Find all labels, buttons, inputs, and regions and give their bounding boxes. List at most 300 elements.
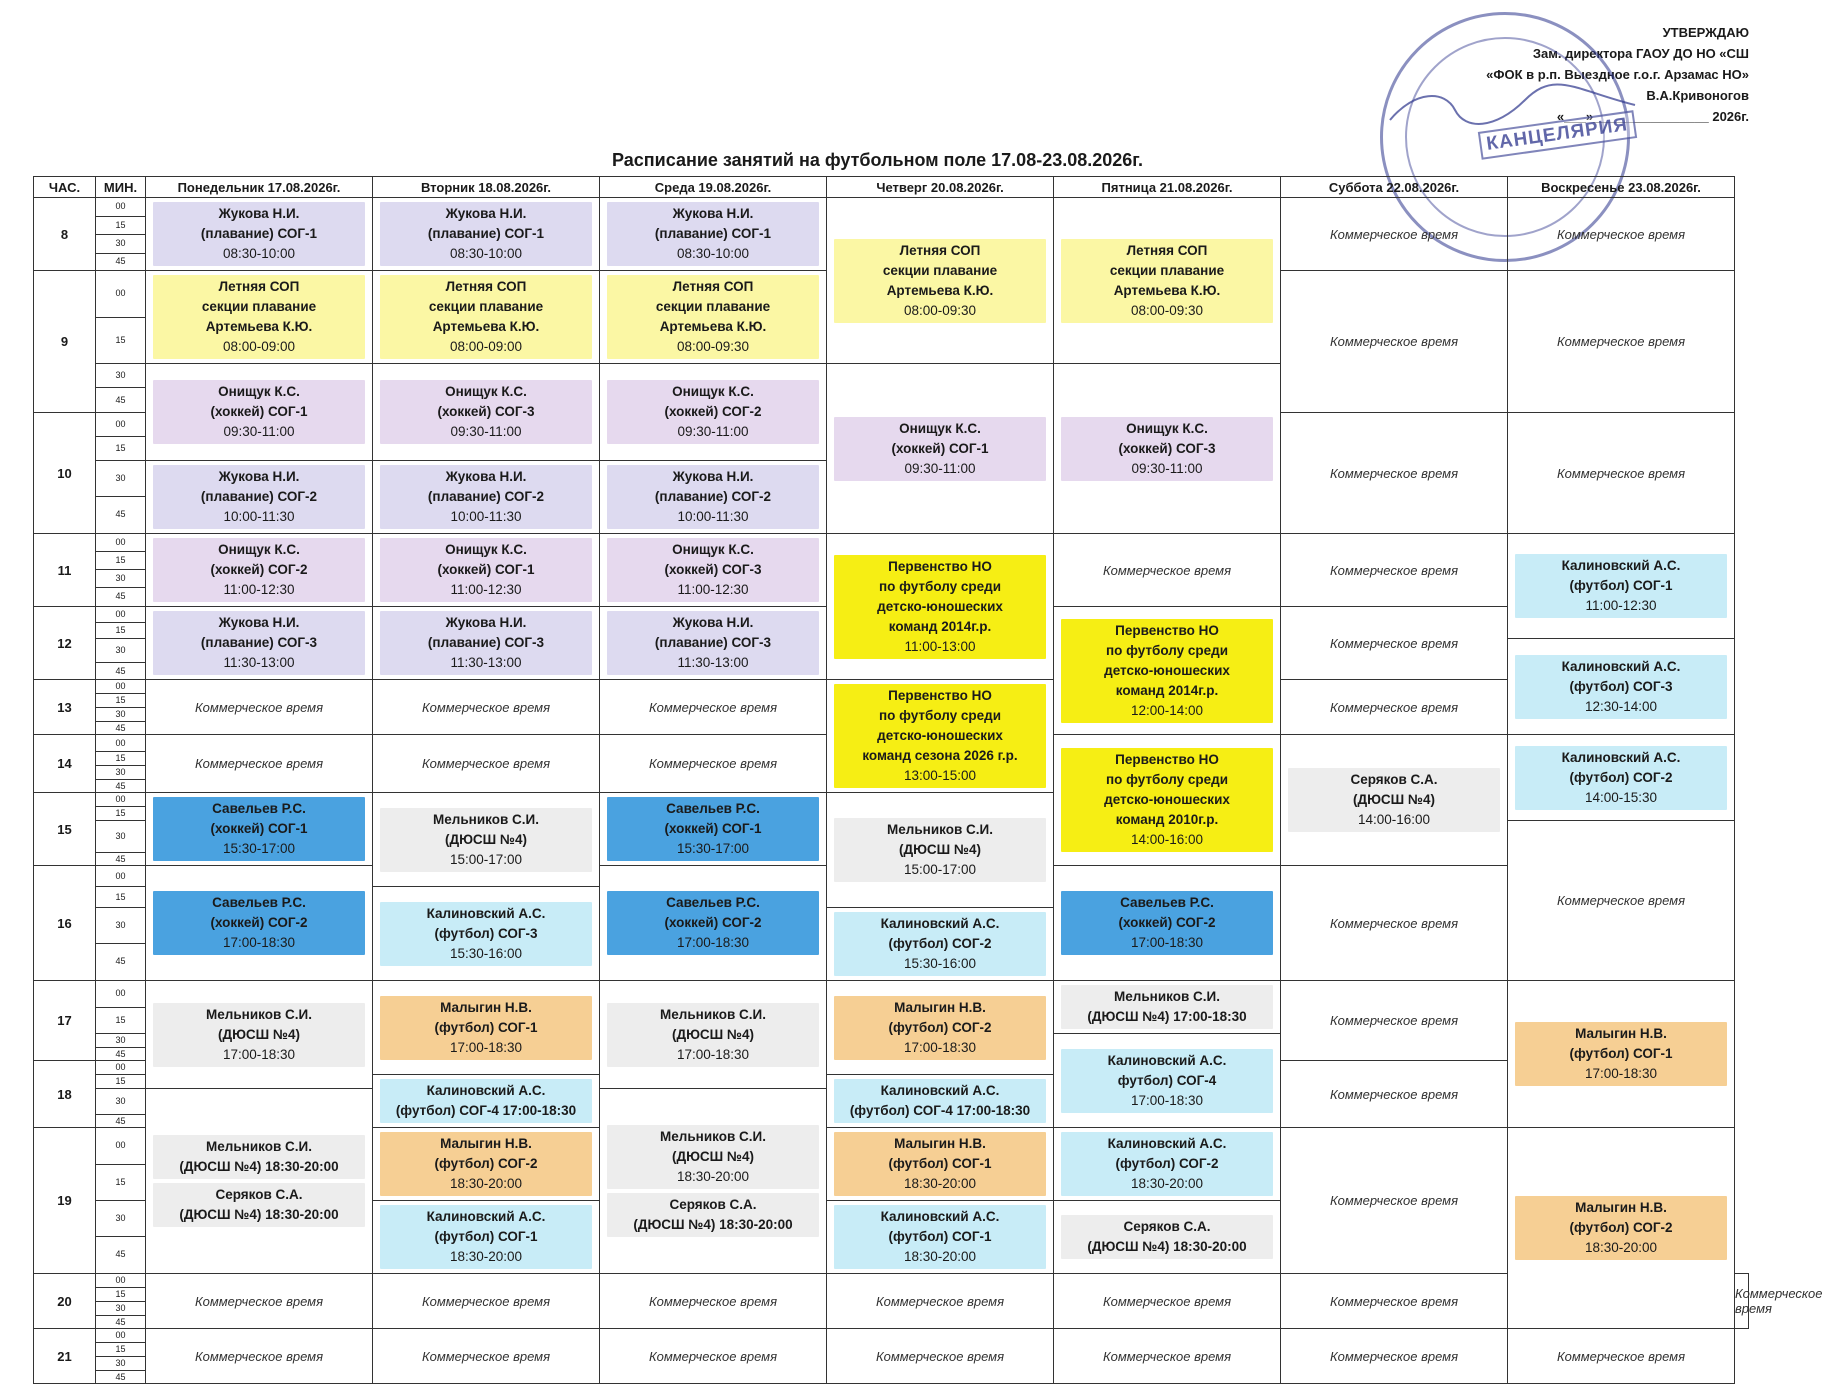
minute-cell: 15	[96, 1007, 146, 1034]
event-line: (футбол) СОГ-2	[1115, 1156, 1219, 1171]
event-time: 15:00-17:00	[903, 862, 977, 877]
commercial-slot: Коммерческое время	[600, 1329, 827, 1384]
event-line: Мельников С.И.	[206, 1006, 312, 1022]
event-block	[1515, 655, 1727, 719]
minute-cell: 00	[96, 413, 146, 437]
minute-cell: 30	[96, 821, 146, 853]
event-cell	[146, 461, 373, 534]
event-block	[834, 912, 1046, 976]
event-cell	[1281, 735, 1508, 866]
event-wrap	[600, 1121, 826, 1241]
event-line: (хоккей) СОГ-1	[210, 404, 308, 419]
event-line: Артемьева К.Ю.	[205, 319, 313, 334]
commercial-slot: Коммерческое время	[600, 680, 827, 735]
minute-cell: 00	[96, 1061, 146, 1075]
minute-cell: 30	[96, 1302, 146, 1316]
event-time: 17:00-18:30	[903, 1039, 977, 1055]
event-wrap	[1281, 764, 1507, 836]
event-block	[380, 996, 592, 1060]
event-line: (ДЮСШ №4)	[672, 1026, 754, 1042]
event-time: 15:30-17:00	[222, 841, 296, 856]
event-block	[153, 611, 365, 675]
event-line: Малыгин Н.В.	[1575, 1200, 1667, 1215]
event-line: детско-юношеских	[1104, 662, 1230, 678]
hour-cell: 12	[34, 607, 96, 680]
event-time: 18:30-20:00	[903, 1176, 977, 1191]
event-time: 10:00-11:30	[677, 509, 749, 524]
commercial-slot: Коммерческое время	[1054, 1329, 1281, 1384]
minute-cell: 30	[96, 766, 146, 780]
event-line: по футболу среди	[1105, 642, 1229, 658]
event-time: 14:00-16:00	[1357, 812, 1431, 827]
event-line: Савельев Р.С.	[212, 895, 306, 910]
event-time: 10:00-11:30	[450, 509, 522, 524]
event-cell	[600, 461, 827, 534]
event-block	[607, 538, 819, 602]
event-line: футбол) СОГ-4	[1117, 1072, 1217, 1088]
event-line: Калиновский А.С.	[880, 916, 1000, 931]
hour-cell: 13	[34, 680, 96, 735]
minute-cell: 45	[96, 587, 146, 606]
minute-cell: 15	[96, 752, 146, 766]
event-time: 18:30-20:00	[1584, 1240, 1658, 1255]
event-line: (плавание) СОГ-1	[427, 226, 545, 241]
approval-line: «___»________________ 2026г.	[1556, 109, 1749, 124]
event-line: (плавание) СОГ-2	[200, 489, 318, 504]
event-wrap	[1054, 615, 1280, 727]
minute-cell: 45	[96, 663, 146, 680]
commercial-slot: Коммерческое время	[146, 680, 373, 735]
event-block	[380, 275, 592, 359]
minute-cell: 00	[96, 1274, 146, 1288]
event-wrap	[827, 1128, 1053, 1200]
event-line: Калиновский А.С.	[426, 905, 546, 921]
event-wrap	[1054, 981, 1280, 1033]
commercial-slot: Коммерческое время	[1281, 607, 1508, 680]
event-wrap	[1054, 744, 1280, 856]
minute-cell: 00	[96, 1329, 146, 1343]
event-line: Калиновский А.С.	[1561, 658, 1681, 674]
event-cell	[1508, 639, 1735, 735]
event-time: 14:00-15:30	[1584, 789, 1658, 805]
event-line: (футбол) СОГ-4 17:00-18:30	[849, 1103, 1031, 1118]
event-line: Серяков С.А.	[1350, 772, 1438, 787]
minute-cell: 30	[96, 1089, 146, 1115]
event-line: команд сезона 2026 г.р.	[862, 748, 1018, 763]
event-wrap	[373, 1201, 599, 1273]
event-cell	[146, 364, 373, 461]
event-time: 17:00-18:30	[222, 1046, 296, 1062]
event-line: (хоккей) СОГ-2	[664, 404, 762, 419]
event-line: Мельников С.И.	[206, 1139, 312, 1154]
commercial-slot: Коммерческое время	[1281, 1061, 1508, 1128]
event-cell	[1054, 364, 1281, 534]
event-line: (ДЮСШ №4) 17:00-18:30	[1087, 1009, 1247, 1024]
event-line: Жукова Н.И.	[672, 469, 754, 484]
minute-cell: 00	[96, 793, 146, 807]
header-minute: МИН.	[96, 177, 146, 198]
event-block	[380, 902, 592, 966]
event-cell	[600, 534, 827, 607]
hour-cell: 19	[34, 1128, 96, 1274]
event-cell	[827, 680, 1054, 793]
event-wrap	[600, 887, 826, 959]
commercial-slot: Коммерческое время	[373, 1329, 600, 1384]
minute-cell: 15	[96, 887, 146, 908]
event-block	[1515, 746, 1727, 810]
event-cell	[1054, 866, 1281, 981]
event-wrap	[827, 1201, 1053, 1273]
event-block	[1061, 417, 1273, 481]
event-time: 18:30-20:00	[449, 1249, 523, 1264]
event-cell	[373, 198, 600, 271]
event-time: 11:30-13:00	[677, 655, 749, 670]
event-wrap	[1054, 1045, 1280, 1117]
minute-cell: 15	[96, 1288, 146, 1302]
minute-cell: 45	[96, 1316, 146, 1329]
event-block	[1515, 554, 1727, 618]
event-line: (хоккей) СОГ-2	[210, 562, 308, 577]
event-time: 11:00-13:00	[904, 638, 976, 654]
event-cell	[1508, 735, 1735, 821]
minute-cell: 45	[96, 853, 146, 866]
event-line: Летняя СОП	[899, 242, 981, 258]
event-time: 11:00-12:30	[450, 582, 522, 597]
event-time: 08:00-09:30	[676, 339, 750, 354]
event-cell	[827, 198, 1054, 364]
event-line: Серяков С.А.	[669, 1197, 757, 1212]
event-wrap	[827, 235, 1053, 327]
event-cell	[373, 1201, 600, 1274]
event-block	[834, 1132, 1046, 1196]
event-line: (футбол) СОГ-1	[888, 1229, 992, 1244]
event-block	[1061, 1132, 1273, 1196]
event-line: (футбол) СОГ-2	[1569, 769, 1673, 785]
hour-cell: 10	[34, 413, 96, 534]
event-time: 08:00-09:30	[903, 302, 977, 318]
event-block	[607, 1193, 819, 1237]
event-line: Калиновский А.С.	[1107, 1052, 1227, 1068]
minute-cell: 45	[96, 943, 146, 980]
event-line: по футболу среди	[878, 578, 1002, 594]
event-wrap	[827, 814, 1053, 886]
event-time: 12:30-14:00	[1584, 698, 1658, 714]
event-wrap	[600, 376, 826, 448]
event-line: Онищук К.С.	[1126, 420, 1208, 436]
event-cell	[1054, 607, 1281, 735]
commercial-slot: Коммерческое время	[1281, 866, 1508, 981]
event-line: (плавание) СОГ-3	[200, 635, 318, 650]
event-line: Калиновский А.С.	[1561, 558, 1681, 573]
event-time: 13:00-15:00	[903, 768, 977, 783]
event-line: (футбол) СОГ-1	[888, 1156, 992, 1171]
event-cell	[1054, 735, 1281, 866]
event-line: Мельников С.И.	[433, 811, 539, 827]
commercial-slot: Коммерческое время	[1281, 1329, 1508, 1384]
event-line: (футбол) СОГ-3	[1569, 678, 1673, 694]
minute-cell: 00	[96, 198, 146, 217]
minute-cell: 30	[96, 908, 146, 944]
event-line: Первенство НО	[888, 688, 992, 703]
event-time: 08:00-09:00	[449, 339, 523, 354]
event-line: Савельев Р.С.	[666, 895, 760, 910]
schedule-row	[34, 198, 1749, 217]
event-time: 08:30-10:00	[676, 246, 750, 261]
event-wrap	[1508, 550, 1734, 622]
commercial-slot: Коммерческое время	[600, 1274, 827, 1329]
event-line: Первенство НО	[1115, 752, 1219, 767]
event-line: (хоккей) СОГ-3	[664, 562, 762, 577]
minute-cell: 00	[96, 534, 146, 552]
event-cell	[1054, 981, 1281, 1034]
header-wednesday: Среда 19.08.2026г.	[600, 177, 827, 198]
event-line: (футбол) СОГ-1	[1569, 1046, 1673, 1061]
event-cell	[146, 534, 373, 607]
minute-cell: 15	[96, 623, 146, 639]
event-wrap	[373, 804, 599, 876]
event-time: 09:30-11:00	[1131, 460, 1203, 476]
event-cell	[1508, 981, 1735, 1128]
event-cell	[1054, 198, 1281, 364]
event-line: (плавание) СОГ-2	[427, 489, 545, 504]
event-line: (футбол) СОГ-2	[888, 936, 992, 951]
event-cell	[373, 271, 600, 364]
event-time: 08:30-10:00	[222, 246, 296, 261]
event-time: 11:00-12:30	[223, 582, 295, 597]
event-block	[380, 538, 592, 602]
event-line: Калиновский А.С.	[880, 1209, 1000, 1224]
commercial-slot: Коммерческое время	[1508, 821, 1735, 981]
minute-cell: 45	[96, 388, 146, 413]
header-sunday: Воскресенье 23.08.2026г.	[1508, 177, 1735, 198]
event-cell	[600, 981, 827, 1089]
page-title: Расписание занятий на футбольном поле 17.08-23.08.2026г.	[612, 150, 1143, 170]
event-time: 17:00-18:30	[1130, 935, 1204, 950]
event-block	[607, 380, 819, 444]
commercial-slot: Коммерческое время	[600, 735, 827, 793]
event-line: Артемьева К.Ю.	[1113, 282, 1221, 298]
event-line: (футбол) СОГ-2	[888, 1019, 992, 1035]
event-line: Мельников С.И.	[1114, 989, 1220, 1004]
event-cell	[373, 364, 600, 461]
event-wrap	[600, 999, 826, 1071]
event-line: секции плавание	[655, 299, 771, 314]
approval-line: Зам. директора ГАОУ ДО НО «СШ	[1532, 46, 1749, 61]
header-friday: Пятница 21.08.2026г.	[1054, 177, 1281, 198]
event-line: (плавание) СОГ-2	[654, 489, 772, 504]
event-block	[380, 1205, 592, 1269]
event-line: Савельев Р.С.	[666, 801, 760, 816]
minute-cell: 00	[96, 735, 146, 752]
event-cell	[827, 1128, 1054, 1201]
event-time: 09:30-11:00	[450, 424, 522, 439]
event-wrap	[827, 908, 1053, 980]
event-wrap	[1054, 235, 1280, 327]
event-wrap	[146, 887, 372, 959]
hour-cell: 20	[34, 1274, 96, 1329]
commercial-slot: Коммерческое время	[827, 1274, 1054, 1329]
event-cell	[373, 887, 600, 981]
minute-cell: 00	[96, 607, 146, 623]
event-cell	[1054, 1201, 1281, 1274]
minute-cell: 30	[96, 569, 146, 587]
event-line: Летняя СОП	[1126, 242, 1208, 258]
event-wrap	[1508, 1018, 1734, 1090]
event-line: Жукова Н.И.	[445, 469, 527, 484]
event-wrap	[827, 680, 1053, 792]
stamp-label: КАНЦЕЛЯРИЯ	[1478, 110, 1637, 160]
event-line: (хоккей) СОГ-1	[437, 562, 535, 577]
minute-cell: 15	[96, 1075, 146, 1089]
event-line: (ДЮСШ №4) 18:30-20:00	[633, 1217, 793, 1232]
event-time: 17:00-18:30	[449, 1039, 523, 1055]
approval-line: «ФОК в р.п. Выездное г.о.г. Арзамас НО»	[1486, 67, 1749, 82]
minute-cell: 00	[96, 271, 146, 318]
event-line: (хоккей) СОГ-3	[437, 404, 535, 419]
event-line: (плавание) СОГ-1	[654, 226, 772, 241]
event-line: Жукова Н.И.	[445, 615, 527, 630]
event-cell	[827, 534, 1054, 680]
minute-cell: 15	[96, 551, 146, 569]
event-block	[153, 380, 365, 444]
event-cell	[827, 908, 1054, 981]
commercial-slot: Коммерческое время	[1281, 534, 1508, 607]
commercial-slot: Коммерческое время	[146, 1274, 373, 1329]
event-time: 18:30-20:00	[449, 1176, 523, 1191]
event-cell	[827, 364, 1054, 534]
commercial-slot: Коммерческое время	[1508, 271, 1735, 413]
event-line: Летняя СОП	[445, 279, 527, 294]
event-line: Артемьева К.Ю.	[886, 282, 994, 298]
minute-cell: 00	[96, 1128, 146, 1165]
minute-cell: 15	[96, 1343, 146, 1357]
event-line: Малыгин Н.В.	[894, 1136, 986, 1151]
commercial-slot: Коммерческое время	[1508, 1329, 1735, 1384]
event-wrap	[827, 1075, 1053, 1127]
event-line: Мельников С.И.	[887, 822, 993, 837]
event-line: Калиновский А.С.	[880, 1083, 1000, 1098]
event-cell	[373, 793, 600, 887]
minute-cell: 30	[96, 461, 146, 497]
commercial-slot: Коммерческое время	[1281, 680, 1508, 735]
hour-cell: 11	[34, 534, 96, 607]
event-block	[1061, 985, 1273, 1029]
event-line: Малыгин Н.В.	[440, 1136, 532, 1151]
event-line: Жукова Н.И.	[218, 615, 300, 630]
event-cell	[146, 198, 373, 271]
event-line: Мельников С.И.	[660, 1129, 766, 1144]
commercial-slot: Коммерческое время	[827, 1329, 1054, 1384]
event-block	[380, 202, 592, 266]
event-cell	[827, 981, 1054, 1075]
event-line: Онищук К.С.	[899, 420, 981, 436]
event-block	[380, 380, 592, 444]
event-time: 18:30-20:00	[676, 1169, 750, 1184]
minute-cell: 30	[96, 1034, 146, 1048]
minute-cell: 30	[96, 639, 146, 663]
event-wrap	[1054, 887, 1280, 959]
event-wrap	[1054, 413, 1280, 485]
minute-cell: 45	[96, 722, 146, 735]
event-wrap	[1054, 1128, 1280, 1200]
event-cell	[146, 607, 373, 680]
minute-cell: 45	[96, 1048, 146, 1061]
event-time: 17:00-18:30	[1584, 1066, 1658, 1081]
event-line: по футболу среди	[878, 708, 1002, 723]
event-block	[1515, 1022, 1727, 1086]
minute-cell: 15	[96, 317, 146, 364]
event-block	[607, 797, 819, 861]
schedule-row	[34, 1329, 1749, 1343]
event-cell	[146, 981, 373, 1089]
event-wrap	[600, 534, 826, 606]
event-cell	[1054, 1128, 1281, 1201]
event-block	[834, 555, 1046, 659]
minute-cell: 45	[96, 1371, 146, 1384]
minute-cell: 00	[96, 680, 146, 694]
approval-block	[1419, 22, 1749, 127]
event-block	[153, 1183, 365, 1227]
event-line: (ДЮСШ №4)	[899, 842, 981, 857]
minute-cell: 45	[96, 780, 146, 793]
event-wrap	[146, 1131, 372, 1231]
commercial-slot: Коммерческое время	[1054, 1274, 1281, 1329]
event-line: Артемьева К.Ю.	[432, 319, 540, 334]
event-wrap	[373, 198, 599, 270]
commercial-slot: Коммерческое время	[373, 680, 600, 735]
hour-cell: 9	[34, 271, 96, 413]
event-block	[380, 808, 592, 872]
event-wrap	[373, 461, 599, 533]
event-line: (хоккей) СОГ-2	[210, 915, 308, 930]
event-block	[607, 202, 819, 266]
event-cell	[1054, 1034, 1281, 1128]
event-time: 15:30-16:00	[903, 956, 977, 971]
event-cell	[1508, 534, 1735, 639]
event-time: 15:30-17:00	[676, 841, 750, 856]
event-block	[834, 1205, 1046, 1269]
event-line: Калиновский А.С.	[1561, 749, 1681, 765]
event-line: (плавание) СОГ-3	[654, 635, 772, 650]
event-block	[607, 891, 819, 955]
event-line: (хоккей) СОГ-3	[1118, 440, 1216, 456]
event-block	[380, 465, 592, 529]
event-cell	[827, 1201, 1054, 1274]
event-wrap	[827, 992, 1053, 1064]
event-time: 08:30-10:00	[449, 246, 523, 261]
commercial-slot: Коммерческое время	[146, 735, 373, 793]
event-line: (футбол) СОГ-2	[1569, 1220, 1673, 1235]
event-cell	[373, 1128, 600, 1201]
event-block	[153, 891, 365, 955]
event-cell	[827, 1075, 1054, 1128]
event-line: Савельев Р.С.	[1120, 895, 1214, 910]
event-cell	[373, 1075, 600, 1128]
commercial-slot: Коммерческое время	[1054, 534, 1281, 607]
event-block	[153, 465, 365, 529]
event-cell	[373, 534, 600, 607]
event-cell	[146, 1089, 373, 1274]
event-line: (футбол) СОГ-3	[434, 925, 538, 941]
event-block	[1061, 1049, 1273, 1113]
approval-line: В.А.Кривоногов	[1646, 88, 1749, 103]
event-wrap	[1508, 742, 1734, 814]
event-line: Серяков С.А.	[1123, 1219, 1211, 1234]
event-cell	[600, 607, 827, 680]
event-line: (футбол) СОГ-1	[1569, 578, 1673, 593]
event-wrap	[146, 793, 372, 865]
event-block	[607, 611, 819, 675]
